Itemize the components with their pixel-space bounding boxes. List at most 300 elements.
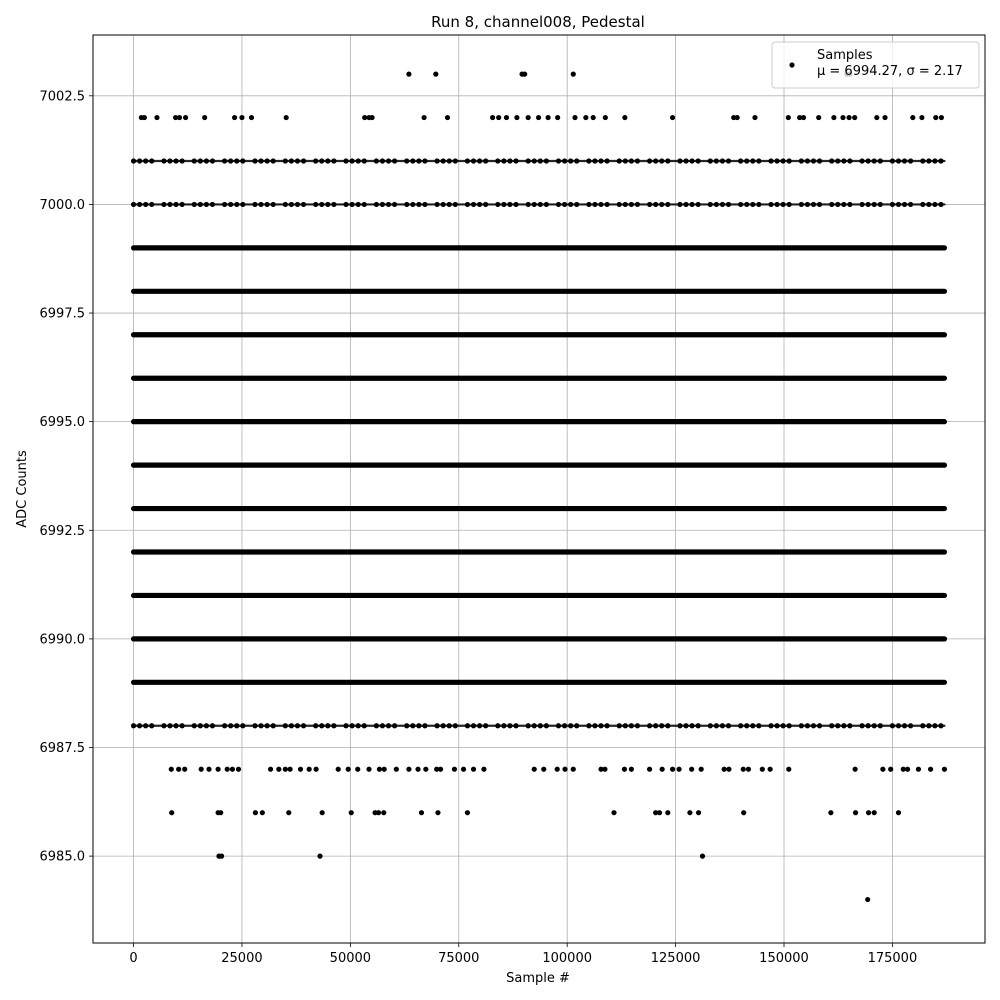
sample-point (161, 723, 166, 728)
sample-point (210, 158, 215, 163)
sample-point (522, 72, 527, 77)
sample-point (149, 202, 154, 207)
sample-point (173, 723, 178, 728)
sample-point (143, 723, 148, 728)
sample-point (234, 202, 239, 207)
x-tick-label: 0 (129, 951, 138, 966)
sample-point (404, 723, 409, 728)
sample-point (768, 767, 773, 772)
sample-point (562, 767, 567, 772)
sample-point (161, 158, 166, 163)
sample-point (343, 202, 348, 207)
sample-point (572, 115, 577, 120)
sample-point (343, 158, 348, 163)
sample-point (902, 202, 907, 207)
sample-point (696, 810, 701, 815)
sample-point (131, 202, 136, 207)
sample-point (604, 202, 609, 207)
sample-point (369, 115, 374, 120)
sample-point (696, 158, 701, 163)
sample-point (143, 202, 148, 207)
sample-point (902, 723, 907, 728)
sample-point (598, 202, 603, 207)
sample-point (720, 202, 725, 207)
sample-point (382, 767, 387, 772)
sample-point (265, 202, 270, 207)
sample-point (295, 202, 300, 207)
sample-point (562, 158, 567, 163)
sample-point (574, 202, 579, 207)
sample-point (394, 767, 399, 772)
sample-point (477, 202, 482, 207)
sample-point (568, 158, 573, 163)
sample-point (346, 767, 351, 772)
sample-point (376, 810, 381, 815)
sample-point (415, 767, 420, 772)
sample-point (617, 723, 622, 728)
sample-point (374, 723, 379, 728)
sample-point (817, 202, 822, 207)
sample-point (271, 158, 276, 163)
sample-point (204, 158, 209, 163)
sample-point (268, 767, 273, 772)
x-tick-label: 25000 (221, 951, 263, 966)
sample-point (629, 767, 634, 772)
sample-point (939, 115, 944, 120)
sample-point (938, 723, 943, 728)
legend-marker (789, 62, 794, 67)
sample-point (811, 158, 816, 163)
sample-point (198, 723, 203, 728)
sample-point (483, 202, 488, 207)
y-tick-label: 6987.5 (39, 740, 85, 756)
sample-point (490, 115, 495, 120)
sample-point (404, 158, 409, 163)
sample-point (483, 158, 488, 163)
sample-point (647, 767, 652, 772)
sample-point (926, 723, 931, 728)
sample-point (872, 723, 877, 728)
sample-point (896, 810, 901, 815)
sample-point (283, 767, 288, 772)
sample-point (604, 723, 609, 728)
sample-point (568, 723, 573, 728)
sample-point (744, 158, 749, 163)
sample-point (453, 158, 458, 163)
sample-point (176, 767, 181, 772)
sample-point (199, 767, 204, 772)
sample-point (872, 158, 877, 163)
sample-point (623, 202, 628, 207)
sample-point (471, 202, 476, 207)
sample-point (932, 202, 937, 207)
sample-point (350, 723, 355, 728)
sample-point (438, 767, 443, 772)
sample-point (258, 723, 263, 728)
sample-point (840, 115, 845, 120)
sample-point (890, 202, 895, 207)
sample-point (722, 767, 727, 772)
sample-point (471, 158, 476, 163)
sample-point (908, 158, 913, 163)
sample-point (872, 202, 877, 207)
sample-point (504, 115, 509, 120)
sample-point (805, 158, 810, 163)
sample-point (380, 158, 385, 163)
sample-point (343, 723, 348, 728)
sample-point (325, 202, 330, 207)
sample-point (453, 202, 458, 207)
sample-point (406, 72, 411, 77)
sample-point (501, 723, 506, 728)
x-tick-label: 150000 (759, 951, 809, 966)
sample-point (362, 202, 367, 207)
sample-point (841, 723, 846, 728)
sample-point (356, 202, 361, 207)
sample-point (799, 723, 804, 728)
sample-point (180, 723, 185, 728)
sample-point (192, 158, 197, 163)
sample-point (434, 723, 439, 728)
sample-point (230, 767, 235, 772)
sample-point (829, 723, 834, 728)
sample-point (574, 158, 579, 163)
sample-point (714, 723, 719, 728)
sample-point (410, 723, 415, 728)
sample-point (866, 158, 871, 163)
sample-point (744, 202, 749, 207)
sample-point (714, 158, 719, 163)
sample-point (708, 723, 713, 728)
sample-point (687, 810, 692, 815)
sample-point (805, 202, 810, 207)
sample-point (331, 723, 336, 728)
sample-point (301, 723, 306, 728)
sample-point (568, 202, 573, 207)
sample-point (137, 158, 142, 163)
sample-point (801, 115, 806, 120)
sample-point (896, 158, 901, 163)
sample-point (847, 723, 852, 728)
sample-point (513, 202, 518, 207)
sample-point (726, 158, 731, 163)
sample-point (571, 72, 576, 77)
sample-point (471, 767, 476, 772)
sample-point (536, 115, 541, 120)
sample-point (182, 767, 187, 772)
sample-point (817, 723, 822, 728)
sample-point (252, 158, 257, 163)
sample-point (592, 158, 597, 163)
sample-point (240, 723, 245, 728)
sample-point (447, 723, 452, 728)
sample-point (752, 115, 757, 120)
sample-point (774, 158, 779, 163)
sample-point (741, 767, 746, 772)
sample-point (659, 158, 664, 163)
sample-point (846, 115, 851, 120)
sample-point (677, 723, 682, 728)
sample-point (240, 158, 245, 163)
sample-point (910, 115, 915, 120)
sample-point (816, 115, 821, 120)
sample-point (555, 115, 560, 120)
y-tick-label: 6992.5 (39, 523, 85, 539)
sample-point (276, 767, 281, 772)
sample-point (623, 723, 628, 728)
sample-point (880, 767, 885, 772)
sample-point (239, 115, 244, 120)
sample-point (532, 723, 537, 728)
sample-point (932, 723, 937, 728)
sample-point (665, 723, 670, 728)
x-tick-label: 100000 (542, 951, 593, 966)
sample-point (653, 158, 658, 163)
sample-point (683, 723, 688, 728)
sample-point (660, 767, 665, 772)
sample-point (562, 723, 567, 728)
sample-point (441, 158, 446, 163)
sample-point (942, 767, 947, 772)
sample-point (774, 723, 779, 728)
sample-point (228, 158, 233, 163)
sample-point (926, 158, 931, 163)
sample-point (295, 158, 300, 163)
sample-point (252, 202, 257, 207)
sample-point (249, 115, 254, 120)
sample-point (240, 202, 245, 207)
sample-point (699, 767, 704, 772)
sample-point (781, 202, 786, 207)
sample-point (271, 723, 276, 728)
sample-point (433, 72, 438, 77)
sample-point (169, 767, 174, 772)
sample-point (380, 723, 385, 728)
sample-point (514, 115, 519, 120)
sample-point (896, 723, 901, 728)
sample-point (926, 202, 931, 207)
sample-point (336, 767, 341, 772)
sample-point (888, 767, 893, 772)
sample-point (544, 202, 549, 207)
sample-point (938, 158, 943, 163)
sample-point (556, 723, 561, 728)
sample-point (866, 810, 871, 815)
sample-point (137, 202, 142, 207)
sample-point (622, 115, 627, 120)
sample-point (461, 767, 466, 772)
sample-point (386, 202, 391, 207)
sample-point (507, 202, 512, 207)
sample-point (541, 767, 546, 772)
sample-point (670, 767, 675, 772)
sample-point (286, 810, 291, 815)
sample-point (253, 810, 258, 815)
sample-point (526, 115, 531, 120)
sample-point (532, 202, 537, 207)
sample-point (756, 202, 761, 207)
sample-point (774, 202, 779, 207)
sample-point (657, 810, 662, 815)
sample-point (835, 723, 840, 728)
sample-point (865, 897, 870, 902)
sample-point (598, 158, 603, 163)
sample-point (882, 115, 887, 120)
sample-point (622, 767, 627, 772)
sample-point (532, 767, 537, 772)
sample-point (555, 767, 560, 772)
sample-point (544, 723, 549, 728)
sample-point (805, 723, 810, 728)
sample-point (852, 115, 857, 120)
sample-point (928, 767, 933, 772)
sample-point (180, 158, 185, 163)
sample-point (289, 723, 294, 728)
sample-point (665, 202, 670, 207)
sample-point (225, 767, 230, 772)
sample-point (258, 202, 263, 207)
sample-point (591, 115, 596, 120)
sample-point (720, 723, 725, 728)
sample-point (366, 767, 371, 772)
sample-point (481, 767, 486, 772)
sample-point (659, 202, 664, 207)
sample-point (271, 202, 276, 207)
sample-point (659, 723, 664, 728)
sample-point (532, 158, 537, 163)
sample-point (325, 723, 330, 728)
sample-point (416, 158, 421, 163)
sample-point (192, 723, 197, 728)
x-tick-label: 125000 (650, 951, 701, 966)
sample-point (183, 115, 188, 120)
sample-point (471, 723, 476, 728)
sample-point (320, 810, 325, 815)
sample-point (434, 202, 439, 207)
sample-point (313, 723, 318, 728)
sample-point (635, 202, 640, 207)
sample-point (392, 158, 397, 163)
sample-point (355, 767, 360, 772)
sample-point (423, 767, 428, 772)
sample-point (142, 115, 147, 120)
sample-point (410, 202, 415, 207)
sample-point (635, 723, 640, 728)
sample-point (592, 723, 597, 728)
sample-point (301, 158, 306, 163)
sample-point (583, 115, 588, 120)
sample-point (744, 723, 749, 728)
sample-point (284, 115, 289, 120)
sample-point (447, 158, 452, 163)
y-tick-label: 6985.0 (39, 849, 85, 865)
sample-point (908, 723, 913, 728)
sample-point (872, 810, 877, 815)
sample-point (422, 158, 427, 163)
sample-point (689, 767, 694, 772)
sample-point (445, 115, 450, 120)
sample-point (689, 202, 694, 207)
sample-point (787, 202, 792, 207)
sample-point (874, 115, 879, 120)
sample-point (933, 115, 938, 120)
sample-point (350, 158, 355, 163)
sample-point (617, 202, 622, 207)
sample-point (750, 723, 755, 728)
sample-point (513, 723, 518, 728)
sample-point (617, 158, 622, 163)
sample-point (735, 115, 740, 120)
x-tick-label: 50000 (329, 951, 372, 966)
sample-point (787, 158, 792, 163)
sample-point (232, 115, 237, 120)
sample-point (283, 158, 288, 163)
sample-point (180, 202, 185, 207)
sample-point (287, 767, 292, 772)
sample-point (866, 723, 871, 728)
sample-point (477, 723, 482, 728)
sample-point (726, 723, 731, 728)
legend-label-stats: μ = 6994.27, σ = 2.17 (817, 64, 963, 79)
sample-point (526, 158, 531, 163)
sample-point (192, 202, 197, 207)
x-tick-label: 175000 (867, 951, 918, 966)
sample-point (234, 723, 239, 728)
sample-point (738, 723, 743, 728)
sample-point (143, 158, 148, 163)
sample-point (653, 723, 658, 728)
sample-point (629, 202, 634, 207)
sample-point (708, 158, 713, 163)
sample-point (677, 158, 682, 163)
sample-point (828, 810, 833, 815)
sample-point (416, 723, 421, 728)
sample-point (890, 158, 895, 163)
sample-point (787, 723, 792, 728)
sample-point (835, 158, 840, 163)
sample-point (289, 202, 294, 207)
sample-point (714, 202, 719, 207)
sample-point (501, 158, 506, 163)
sample-point (410, 158, 415, 163)
sample-point (295, 723, 300, 728)
sample-point (603, 115, 608, 120)
sample-point (538, 202, 543, 207)
sample-point (817, 158, 822, 163)
sample-point (920, 158, 925, 163)
sample-point (574, 723, 579, 728)
sample-point (811, 202, 816, 207)
sample-point (362, 158, 367, 163)
sample-point (356, 158, 361, 163)
sample-point (538, 158, 543, 163)
x-tick-label: 75000 (438, 951, 480, 966)
sample-point (768, 202, 773, 207)
sample-point (131, 723, 136, 728)
sample-point (689, 723, 694, 728)
sample-point (920, 723, 925, 728)
sample-point (362, 723, 367, 728)
chart-title: Run 8, channel008, Pedestal (431, 13, 645, 31)
sample-point (586, 158, 591, 163)
sample-point (377, 767, 382, 772)
sample-point (726, 202, 731, 207)
sample-point (501, 202, 506, 207)
sample-point (546, 115, 551, 120)
sample-point (356, 723, 361, 728)
sample-point (283, 723, 288, 728)
sample-point (677, 202, 682, 207)
